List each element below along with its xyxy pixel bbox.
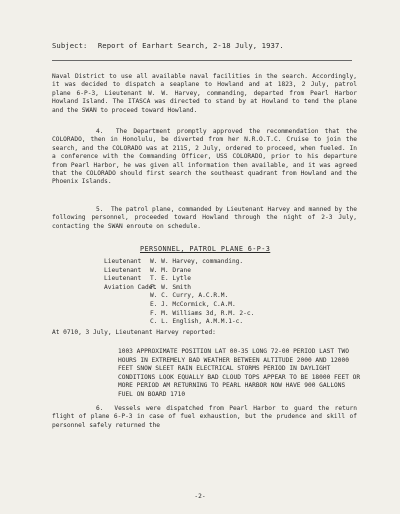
- paragraph-4: [52, 128, 357, 187]
- subject-line: [52, 41, 284, 50]
- crew-rank: [104, 301, 150, 310]
- paragraph-5-text: The patrol plane, commanded by Lieutenant Harvey and manned by the following personnel, proceeded toward Howland through the night of 2-3 July, contacting the SWAN enroute on schedule.: [52, 206, 357, 230]
- crew-name: F. W. Smith: [150, 283, 191, 291]
- crew-row: [104, 310, 254, 319]
- paragraph-6: [52, 405, 357, 430]
- crew-rank: [104, 292, 150, 301]
- crew-name: C. L. English, A.M.M.1-c.: [150, 318, 244, 326]
- report-intro: At 0710, 3 July, Lieutenant Harvey reported:: [52, 329, 216, 336]
- crew-rank: Lieutenant: [104, 258, 142, 265]
- crew-name: W. C. Curry, A.C.R.M.: [150, 292, 229, 300]
- subject-text: Report of Earhart Search, 2-18 July, 1937.: [97, 41, 284, 50]
- subject-label: Subject:: [52, 41, 88, 50]
- crew-heading: PERSONNEL, PATROL PLANE 6-P-3: [140, 245, 271, 253]
- crew-rank: Lieutenant: [104, 266, 142, 274]
- crew-rank: [104, 310, 150, 319]
- page-number: -2-: [194, 493, 206, 500]
- crew-row: [104, 292, 254, 301]
- crew-name: W. W. Harvey, commanding.: [150, 258, 244, 265]
- crew-rank: Lieutenant: [104, 275, 142, 283]
- paragraph-6-text: Vessels were dispatched from Pearl Harbor to guard the return flight of plane 6-P-3 in case of fuel exhaustion, but the prudence and skill of personnel safely returned the: [52, 405, 357, 429]
- paragraph-4-text: The Department promptly approved the recommendation that the COLORADO, then in Honolulu, be diverted from her N.R.O.T.C. Cruise to join the search, and the COLORADO was at 2115, 2 July, ordered to proceed, when fueled. In a conference with the Commanding Officer, USS COLORADO, prior to his departure from Pearl Harbor, he was given all information then available, and it was agreed that the COLORADO should first search the southeast quadrant from Howland and the Phoenix Islands.: [52, 128, 357, 186]
- crew-row: [104, 267, 254, 276]
- subject-divider: [52, 60, 352, 61]
- crew-name: F. M. Williams 3d, R.M. 2-c.: [150, 309, 255, 317]
- radio-report: 1003 APPROXIMATE POSITION LAT 00-35 LONG 72-00 PERIOD LAST TWO HOURS IN EXTREMELY BAD WEATHER BETWEEN ALTITUDE 2000 AND 12000 FEET SNOW SLEET RAIN ELECTRICAL STORMS PERIOD IN DAYLIGHT CONDITIONS LOOK EQUALLY BAD CLOUD TOPS APPEAR TO BE 18000 FEET OR MORE PERIOD AM RETURNING TO PEARL HARBOR NOW HAVE 900 GALLONS FUEL ON BOARD 1710: [118, 348, 361, 398]
- crew-name: E. J. McCormick, C.A.M.: [150, 300, 236, 308]
- paragraph-5: [52, 206, 357, 231]
- crew-row: [104, 318, 254, 327]
- crew-name: W. M. Drane: [150, 266, 191, 274]
- crew-row: [104, 284, 254, 293]
- crew-row: [104, 301, 254, 310]
- crew-rank: Aviation Cadet: [104, 283, 157, 291]
- paragraph-4-number: 4.: [96, 128, 104, 135]
- crew-name: T. E. Lytle: [150, 275, 191, 283]
- crew-list: [104, 258, 254, 327]
- paragraph-5-number: 5.: [96, 206, 104, 213]
- paragraph-6-number: 6.: [96, 405, 104, 412]
- crew-rank: [104, 318, 150, 327]
- crew-row: [104, 258, 254, 267]
- paragraph-continued: Naval District to use all available naval facilities in the search. Accordingly, it was decided to dispatch a seaplane to Howland and at 1823, 2 July, patrol plane 6-P-3, Lieutenant W. W. Harvey, commanding, departed from Pearl Harbor Howland Island. The ITASCA was directed to stand by at Howland to tend the plane and the SWAN to proceed toward Howland.: [52, 73, 357, 114]
- crew-row: [104, 275, 254, 284]
